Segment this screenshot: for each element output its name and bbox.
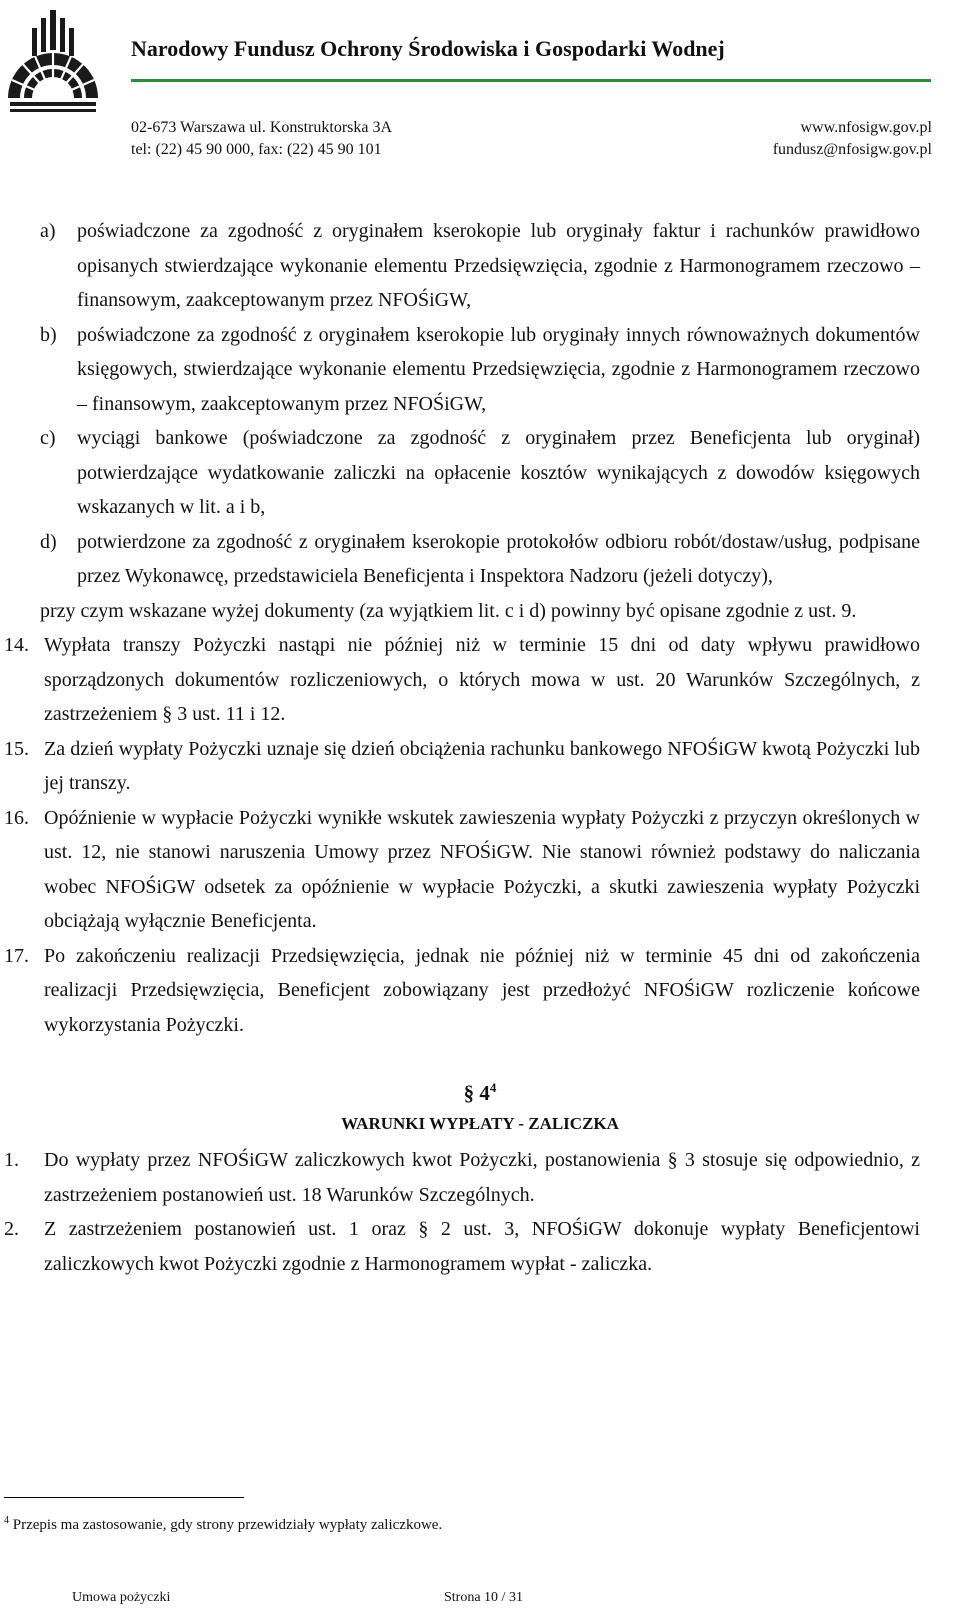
item-text: potwierdzone za zgodność z oryginałem kserokopie protokołów odbioru robót/dostaw/usług, podpisane przez Wykonawcę, przedstawiciela Beneficjenta i Inspektora Nadzoru (jeżeli dotyczy), [77,530,920,587]
paragraph-number: 16. [4,806,29,829]
paragraph-text: Za dzień wypłaty Pożyczki uznaje się dzień obciążenia rachunku bankowego NFOŚiGW kwotą Pożyczki lub jej transzy. [44,737,920,794]
address-block [131,117,392,161]
paragraph-text: Opóźnienie w wypłacie Pożyczki wynikłe wskutek zawieszenia wypłaty Pożyczki z przyczyn określonych w ust. 12, nie stanowi naruszenia Umowy przez NFOŚiGW. Nie stanowi również podstawy do naliczania wobec NFOŚiGW odsetek za opóźnienie w wypłacie Pożyczki, a skutki zawieszenia wypłaty Pożyczki obciążają wyłącznie Beneficjenta. [44,806,920,932]
item-marker: b) [40,323,57,346]
section-subheading: WARUNKI WYPŁATY - ZALICZKA [341,1114,619,1133]
paragraph-text: Z zastrzeżeniem postanowień ust. 1 oraz § 2 ust. 3, NFOŚiGW dokonuje wypłaty Beneficjentowi zaliczkowych kwot Pożyczki zgodnie z Harmonogramem wypłat - zaliczka. [44,1218,920,1275]
street-address: 02-673 Warszawa ul. Konstruktorska 3A [131,119,393,136]
section-heading [40,1072,920,1109]
numbered-paragraph [4,732,920,801]
paragraph-number: 1. [4,1149,19,1171]
organization-name: Narodowy Fundusz Ochrony Środowiska i Gospodarki Wodnej [131,36,725,61]
paragraph-text: Wypłata transzy Pożyczki nastąpi nie później niż w terminie 15 dni od daty wpływu prawidłowo sporządzonych dokumentów rozliczeniowych, o których mowa w ust. 20 Warunków Szczególnych, z zastrzeżeniem § 3 ust. 11 i 12. [44,634,920,725]
footer-page-number: Strona 10 / 31 [444,1590,523,1605]
list-item [40,214,920,318]
phone-fax: tel: (22) 45 90 000, fax: (22) 45 90 101 [131,141,382,158]
footnote-divider [4,1497,244,1498]
paragraph-text: Do wypłaty przez NFOŚiGW zaliczkowych kwot Pożyczki, postanowienia § 3 stosuje się odpowiednio, z zastrzeżeniem postanowień ust. 18 Warunków Szczególnych. [44,1149,920,1206]
item-marker: a) [40,220,56,242]
footnote [4,1515,442,1534]
paragraph-text: Po zakończeniu realizacji Przedsięwzięcia, jednak nie później niż w terminie 45 dni od zakończenia realizacji Przedsięwzięcia, Beneficjent zobowiązany jest przedłożyć NFOŚiGW rozliczenie końcowe wykorzystania Pożyczki. [44,944,920,1036]
numbered-paragraph [4,801,920,939]
section-symbol: § 4 [463,1081,490,1105]
paragraph-number: 15. [4,737,29,760]
paragraph-number: 17. [4,944,29,967]
item-text: wyciągi bankowe (poświadczone za zgodność z oryginałem przez Beneficjenta lub oryginał) potwierdzające wydatkowanie zaliczki na opłacenie kosztów wynikających z dowodów księgowych wskazanych w lit. a i b, [77,427,920,518]
numbered-paragraph [4,1212,920,1281]
header-divider [131,79,931,82]
numbered-paragraph [4,628,920,732]
list-item [40,421,920,525]
paragraph-number: 2. [4,1218,19,1240]
footer-document-name: Umowa pożyczki [72,1590,171,1605]
paragraph-number: 14. [4,634,29,656]
item-marker: c) [40,427,56,449]
document-body [4,214,920,1281]
footnote-ref[interactable]: 4 [489,1080,497,1095]
closing-paragraph: przy czym wskazane wyżej dokumenty (za wyjątkiem lit. c i d) powinny być opisane zgodnie z ust. 9. [40,599,857,622]
item-text: poświadczone za zgodność z oryginałem kserokopie lub oryginały faktur i rachunków prawidłowo opisanych stwierdzające wykonanie elementu Przedsięwzięcia, zgodnie z Harmonogramem rzeczowo – finansowym, zaakceptowanym przez NFOŚiGW, [77,220,920,311]
footnote-text: Przepis ma zastosowanie, gdy strony przewidziały wypłaty zaliczkowe. [12,1517,443,1533]
numbered-paragraph [4,939,920,1043]
footnote-number: 4 [4,1515,9,1526]
list-item [40,318,920,422]
item-text: poświadczone za zgodność z oryginałem kserokopie lub oryginały innych równoważnych dokumentów księgowych, stwierdzające wykonanie elementu Przedsięwzięcia, zgodnie z Harmonogramem rzeczowo – finansowym, zaakceptowanym przez NFOŚiGW, [77,323,920,415]
list-item [40,525,920,594]
item-marker: d) [40,530,57,553]
contact-block [773,117,932,161]
email-link[interactable]: fundusz@nfosigw.gov.pl [772,141,932,158]
nfosigw-logo-icon [4,6,102,118]
website-link[interactable]: www.nfosigw.gov.pl [800,119,932,136]
numbered-paragraph [4,1143,920,1212]
